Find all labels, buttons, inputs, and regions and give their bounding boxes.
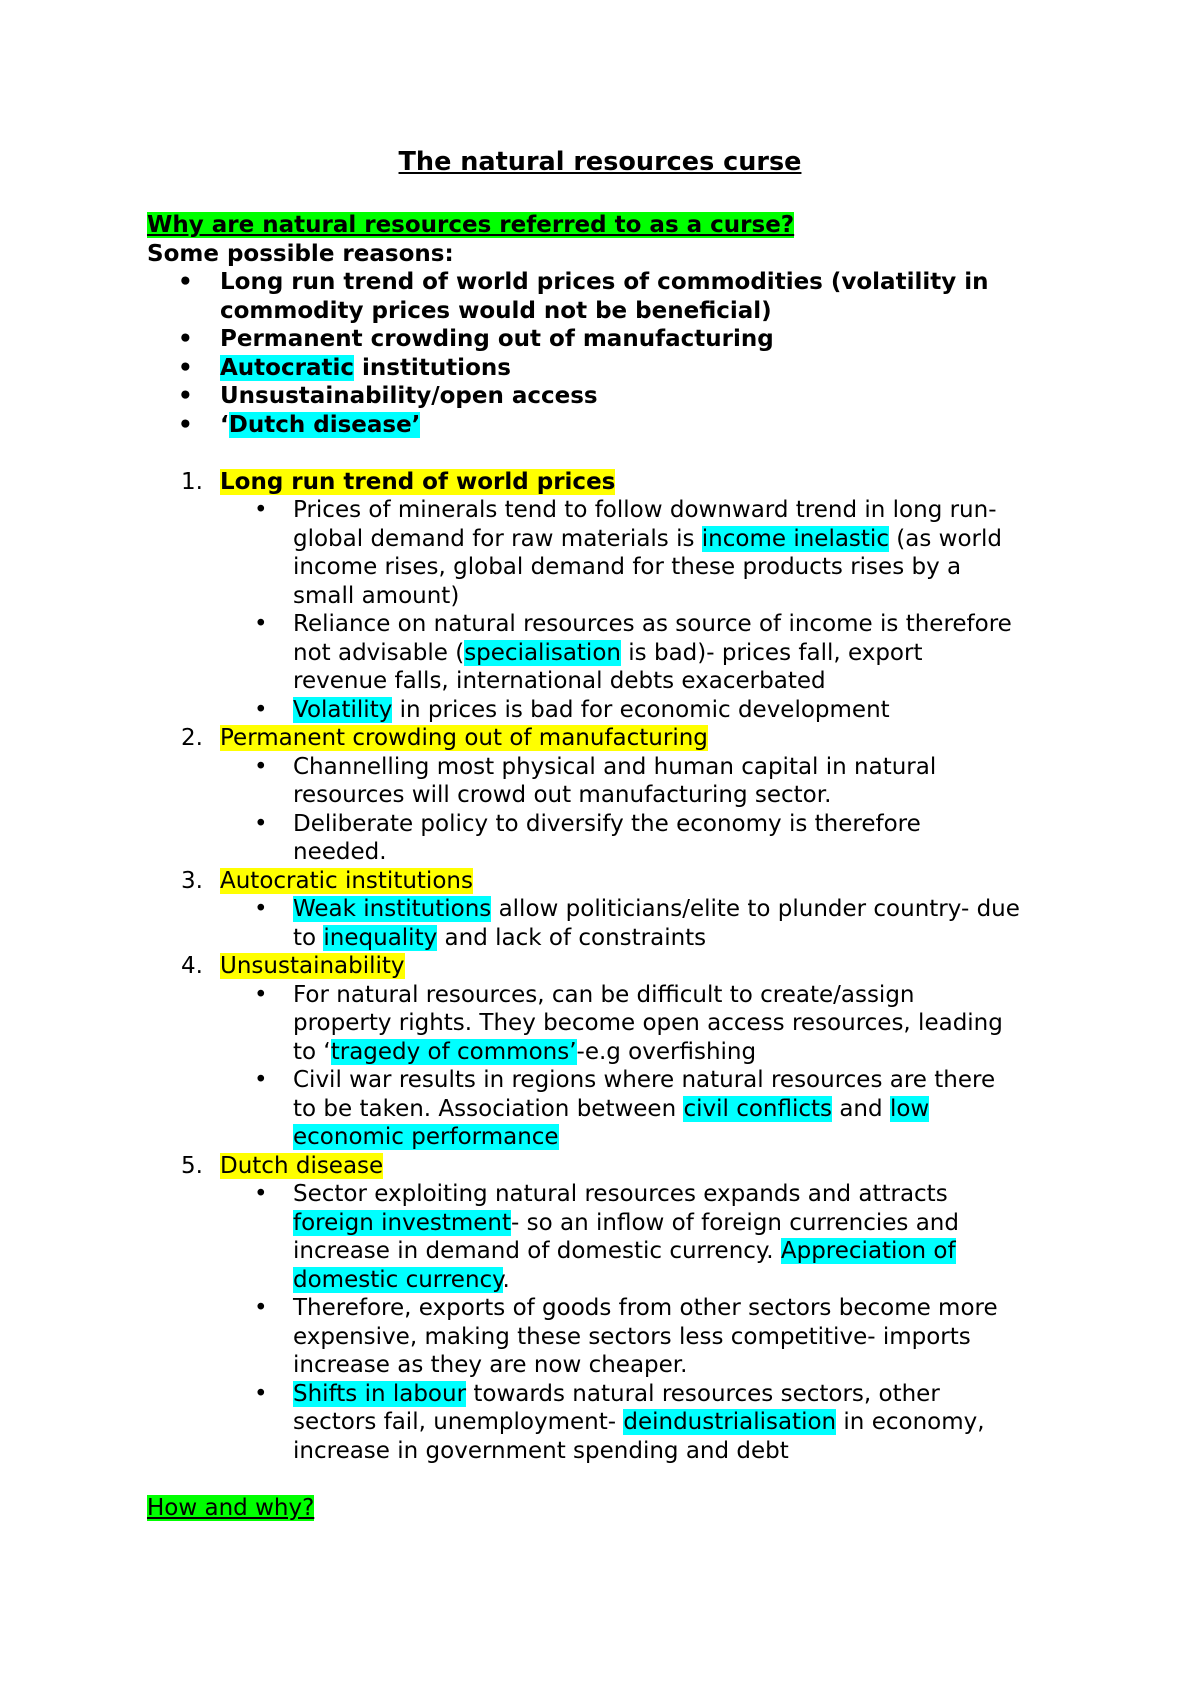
section-4-bullets	[220, 981, 1077, 1152]
section-heading: Unsustainability	[220, 953, 405, 979]
list-item: • Permanent crowding out of manufacturing	[147, 325, 1077, 354]
list-item: • Long run trend of world prices of commodities (volatility in commodity prices would not be beneficial)	[147, 268, 1077, 325]
list-item: • Sector exploiting natural resources expands and attracts foreign investment- so an inflow of foreign currencies and increase in demand of domestic currency. Appreciation of domestic currency.	[220, 1180, 1077, 1294]
list-item: • Therefore, exports of goods from other sectors become more expensive, making these sectors less competitive- imports increase as they are now cheaper.	[220, 1294, 1077, 1380]
section-5	[147, 1152, 1077, 1181]
section-1-bullets	[220, 496, 1077, 724]
page-title: The natural resources curse	[398, 147, 802, 177]
section-number: 4.	[181, 953, 203, 979]
question-heading: Why are natural resources referred to as a curse?	[147, 212, 795, 238]
reasons-list	[147, 268, 1077, 439]
numbered-sections	[147, 468, 1077, 1466]
section-5-bullets	[220, 1180, 1077, 1465]
document-body	[147, 211, 1077, 1522]
section-heading: Long run trend of world prices	[220, 468, 616, 495]
list-item: • Weak institutions allow politicians/elite to plunder country- due to inequality and lack of constraints	[220, 895, 1077, 952]
section-1	[147, 468, 1077, 497]
intro-text: Some possible reasons:	[147, 240, 454, 267]
list-item: • Volatility in prices is bad for economic development	[220, 696, 1077, 725]
list-item: • Prices of minerals tend to follow downward trend in long run- global demand for raw materials is income inelastic (as world income rises, global demand for these products rises by a small amount)	[220, 496, 1077, 610]
list-item: • Channelling most physical and human capital in natural resources will crowd out manufacturing sector.	[220, 753, 1077, 810]
spacer	[147, 439, 1077, 468]
section-heading: Dutch disease	[220, 1152, 384, 1179]
section-number: 2.	[181, 725, 203, 751]
spacer	[147, 1465, 1077, 1494]
list-item: • For natural resources, can be difficult to create/assign property rights. They become open access resources, leading to ‘tragedy of commons’-e.g overfishing	[220, 981, 1077, 1067]
section-3-bullets	[220, 895, 1077, 952]
section-4	[147, 952, 1077, 981]
list-item: • Reliance on natural resources as source of income is therefore not advisable (specialisation is bad)- prices fall, export revenue falls, international debts exacerbated	[220, 610, 1077, 696]
list-item: • Shifts in labour towards natural resources sectors, other sectors fail, unemployment- deindustrialisation in economy, increase in government spending and debt	[220, 1380, 1077, 1466]
question-heading-2: How and why?	[147, 1494, 315, 1521]
section-2	[147, 724, 1077, 753]
section-heading: Autocratic institutions	[220, 867, 473, 894]
section-heading: Permanent crowding out of manufacturing	[220, 725, 708, 751]
list-item: • Deliberate policy to diversify the economy is therefore needed.	[220, 810, 1077, 867]
list-item: • ‘Dutch disease’	[147, 411, 1077, 440]
list-item: • Unsustainability/open access	[147, 382, 1077, 411]
section-number: 1.	[181, 468, 203, 495]
list-item: • Autocratic institutions	[147, 354, 1077, 383]
section-number: 5.	[181, 1152, 203, 1179]
section-3	[147, 867, 1077, 896]
list-item: • Civil war results in regions where natural resources are there to be taken. Association between civil conflicts and low economic performance	[220, 1066, 1077, 1152]
section-2-bullets	[220, 753, 1077, 867]
section-number: 3.	[181, 867, 203, 894]
